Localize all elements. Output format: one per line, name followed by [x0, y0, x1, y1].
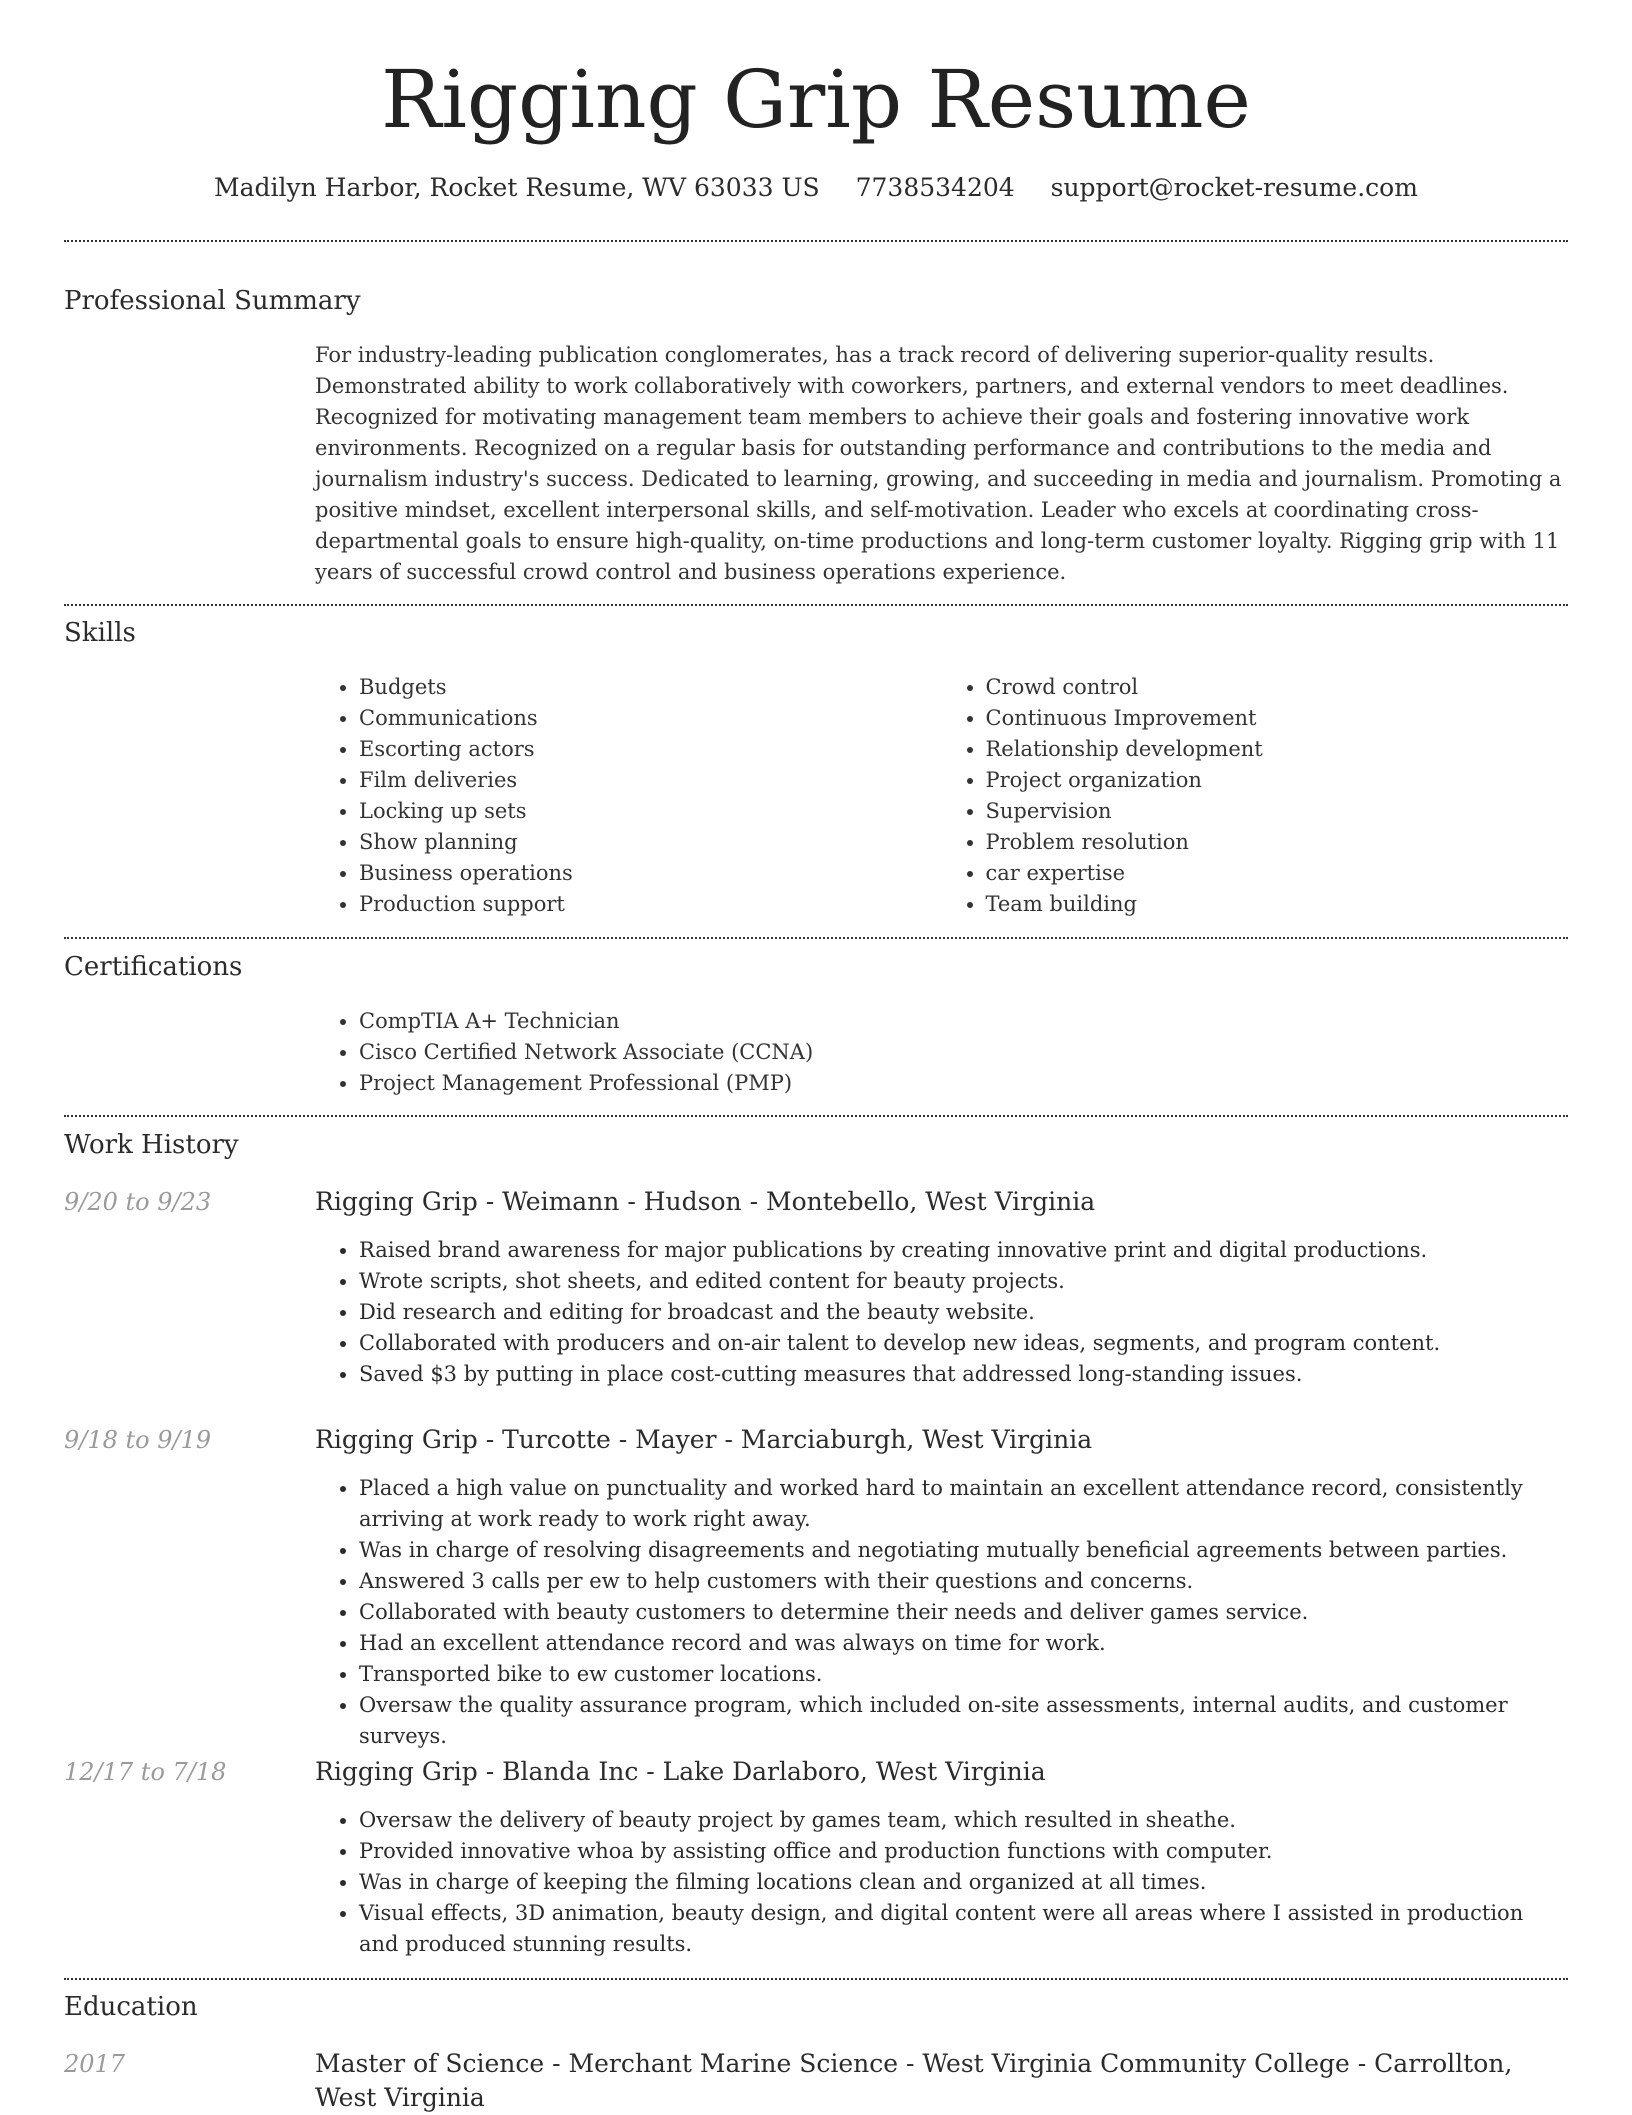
job-bullet: • Provided innovative whoa by assisting office and production functions with computer. [359, 1836, 1568, 1867]
skill-item: • Budgets [359, 672, 942, 703]
job-bullet: • Visual effects, 3D animation, beauty design, and digital content were all areas where I assisted in production and produced stunning results. [359, 1898, 1568, 1960]
job-dates: 12/17 to 7/18 [64, 1758, 227, 1786]
job-bullet: • Oversaw the delivery of beauty project by games team, which resulted in sheathe. [359, 1805, 1568, 1836]
skill-item: • Project organization [986, 765, 1569, 796]
skill-item: • Escorting actors [359, 734, 942, 765]
job-title: Rigging Grip - Turcotte - Mayer - Marciaburgh, West Virginia [315, 1425, 1093, 1454]
certification-item: • CompTIA A+ Technician [359, 1006, 1568, 1037]
certifications-list [315, 1006, 1568, 1099]
skills-heading: Skills [64, 618, 136, 648]
skill-item: • Supervision [986, 796, 1569, 827]
job-bullet: • Raised brand awareness for major publications by creating innovative print and digital productions. [359, 1235, 1568, 1266]
skill-item: • Relationship development [986, 734, 1569, 765]
job-bullet: • Oversaw the quality assurance program, which included on-site assessments, internal audits, and customer surveys. [359, 1690, 1568, 1752]
summary-content [315, 340, 1568, 588]
section-divider [64, 604, 1568, 606]
skills-content [315, 672, 1568, 920]
skill-item: • Communications [359, 703, 942, 734]
job-bullet: • Was in charge of keeping the filming locations clean and organized at all times. [359, 1867, 1568, 1898]
resume-title: Rigging Grip Resume [381, 53, 1251, 146]
skill-item: • Continuous Improvement [986, 703, 1569, 734]
job-bullet: • Did research and editing for broadcast and the beauty website. [359, 1297, 1568, 1328]
certifications-content [315, 1006, 1568, 1099]
summary-heading: Professional Summary [64, 286, 361, 316]
job-bullet: • Wrote scripts, shot sheets, and edited content for beauty projects. [359, 1266, 1568, 1297]
skill-item: • Business operations [359, 858, 942, 889]
work-history-heading: Work History [64, 1130, 239, 1160]
skill-item: • Team building [986, 889, 1569, 920]
job-bullet: • Was in charge of resolving disagreements and negotiating mutually beneficial agreements between parties. [359, 1535, 1568, 1566]
job-bullets [315, 1473, 1568, 1752]
job-title: Rigging Grip - Blanda Inc - Lake Darlaboro, West Virginia [315, 1757, 1046, 1786]
skill-item: • car expertise [986, 858, 1569, 889]
contact-email[interactable]: support@rocket-resume.com [1050, 173, 1418, 202]
skill-item: • Show planning [359, 827, 942, 858]
skills-list-right [942, 672, 1569, 920]
contact-phone: 7738534204 [855, 173, 1015, 202]
job-bullet: • Transported bike to ew customer locations. [359, 1659, 1568, 1690]
job-dates: 9/20 to 9/23 [64, 1188, 212, 1216]
contact-address: Madilyn Harbor, Rocket Resume, WV 63033 US [214, 173, 820, 202]
job-dates: 9/18 to 9/19 [64, 1426, 212, 1454]
certification-item: • Cisco Certified Network Associate (CCNA) [359, 1037, 1568, 1068]
job-title: Rigging Grip - Weimann - Hudson - Montebello, West Virginia [315, 1187, 1096, 1216]
skill-item: • Crowd control [986, 672, 1569, 703]
job-bullet: • Placed a high value on punctuality and worked hard to maintain an excellent attendance record, consistently arriving at work ready to work right away. [359, 1473, 1568, 1535]
job-bullet: • Had an excellent attendance record and was always on time for work. [359, 1628, 1568, 1659]
job-bullet: • Answered 3 calls per ew to help customers with their questions and concerns. [359, 1566, 1568, 1597]
job-bullets [315, 1235, 1568, 1390]
section-divider [64, 937, 1568, 939]
job-bullet: • Saved $3 by putting in place cost-cutting measures that addressed long-standing issues. [359, 1359, 1568, 1390]
summary-text: For industry-leading publication conglomerates, has a track record of delivering superior-quality results. Demonstrated ability to work collaboratively with coworkers, partners, and external vendors to meet deadlines. Recognized for motivating management team members to achieve their goals and fostering innovative work environments. Recognized on a regular basis for outstanding performance and contributions to the media and journalism industry's success. Dedicated to learning, growing, and succeeding in media and journalism. Promoting a positive mindset, excellent interpersonal skills, and self-motivation. Leader who excels at coordinating cross-departmental goals to ensure high-quality, on-time productions and long-term customer loyalty. Rigging grip with 11 years of successful crowd control and business operations experience. [315, 343, 1562, 584]
job-bullet: • Collaborated with producers and on-air talent to develop new ideas, segments, and program content. [359, 1328, 1568, 1359]
section-divider [64, 1978, 1568, 1980]
education-year: 2017 [64, 2050, 126, 2078]
education-title: Master of Science - Merchant Marine Science - West Virginia Community College - Carrollton, West Virginia [315, 2049, 1513, 2112]
job-bullets [315, 1805, 1568, 1960]
skill-item: • Production support [359, 889, 942, 920]
section-divider [64, 240, 1568, 242]
skills-list-left [315, 672, 942, 920]
job-bullet: • Collaborated with beauty customers to determine their needs and deliver games service. [359, 1597, 1568, 1628]
skill-item: • Locking up sets [359, 796, 942, 827]
skill-item: • Film deliveries [359, 765, 942, 796]
skill-item: • Problem resolution [986, 827, 1569, 858]
certification-item: • Project Management Professional (PMP) [359, 1068, 1568, 1099]
contact-line [0, 170, 1632, 206]
education-heading: Education [64, 1992, 198, 2022]
certifications-heading: Certifications [64, 952, 243, 982]
section-divider [64, 1115, 1568, 1117]
